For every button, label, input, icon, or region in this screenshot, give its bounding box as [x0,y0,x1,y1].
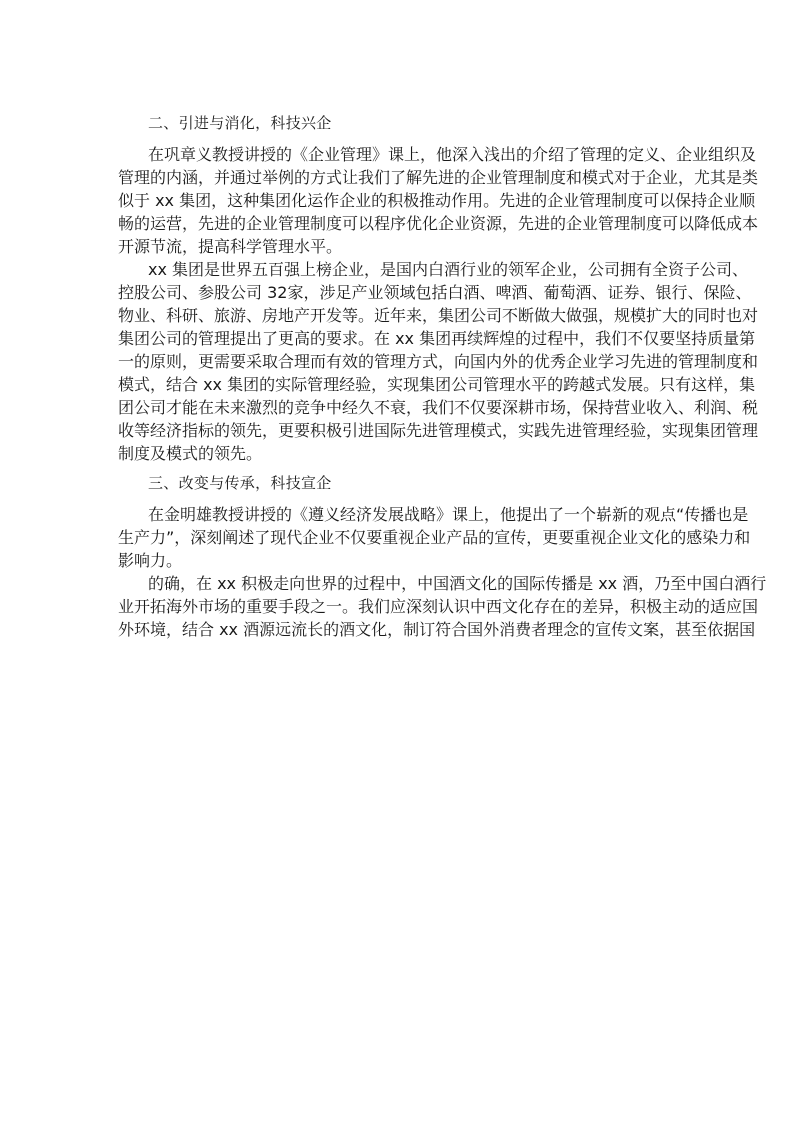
text-line: 管理的内涵，并通过举例的方式让我们了解先进的企业管理制度和模式对于企业，尤其是类 [118,168,759,187]
text-line: 影响力。 [118,551,183,570]
text-line: 一的原则，更需要采取合理而有效的管理方式，向国内外的优秀企业学习先进的管理制度和 [118,352,759,371]
text-line: 在金明雄教授讲授的《遵义经济发展战略》课上，他提出了一个崭新的观点“传播也是 [148,505,749,524]
text-line: 开源节流，提高科学管理水平。 [118,237,343,256]
text-line: 的确，在 xx 积极走向世界的过程中，中国酒文化的国际传播是 xx 酒，乃至中国白酒行 [148,574,767,593]
text-line: 生产力”，深刻阐述了现代企业不仅要重视企业产品的宣传，更要重视企业文化的感染力和 [118,528,751,547]
text-line: 在巩章义教授讲授的《企业管理》课上，他深入浅出的介绍了管理的定义、企业组织及 [148,145,757,164]
text-line: 制度及模式的领先。 [118,444,263,463]
document-body [118,104,767,640]
text-line: 畅的运营，先进的企业管理制度可以程序优化企业资源，先进的企业管理制度可以降低成本 [118,214,759,233]
text-line: 物业、科研、旅游、房地产开发等。近年来，集团公司不断做大做强，规模扩大的同时也对 [118,306,759,325]
text-line: 模式，结合 xx 集团的实际管理经验，实现集团公司管理水平的跨越式发展。只有这样，集 [118,375,756,394]
text-line: 外环境，结合 xx 酒源远流长的酒文化，制订符合国外消费者理念的宣传文案，甚至依据国 [118,620,756,639]
paragraph-management-course [118,142,759,257]
text-line: xx 集团是世界五百强上榜企业，是国内白酒行业的领军企业，公司拥有全资子公司、 [148,260,749,279]
text-line: 控股公司、参股公司 32家，涉足产业领域包括白酒、啤酒、葡萄酒、证券、银行、保险、 [118,283,752,302]
text-line: 似于 xx 集团，这种集团化运作企业的积极推动作用。先进的企业管理制度可以保持企业顺 [118,191,756,210]
text-line: 团公司才能在未来激烈的竞争中经久不衰，我们不仅要深耕市场，保持营业收入、利润、税 [118,398,759,417]
paragraph-international-communication [118,571,767,640]
paragraph-economic-strategy-course [118,502,751,571]
paragraph-group-overview [118,257,759,464]
text-line: 业开拓海外市场的重要手段之一。我们应深刻认识中西文化存在的差异，积极主动的适应国 [118,597,759,616]
section-heading-3: 三、改变与传承，科技宣企 [148,474,332,492]
text-line: 收等经济指标的领先，更要积极引进国际先进管理模式，实践先进管理经验，实现集团管理 [118,421,759,440]
section-heading-2: 二、引进与消化，科技兴企 [148,114,332,132]
text-line: 集团公司的管理提出了更高的要求。在 xx 集团再续辉煌的过程中，我们不仅要坚持质量第 [118,329,756,348]
